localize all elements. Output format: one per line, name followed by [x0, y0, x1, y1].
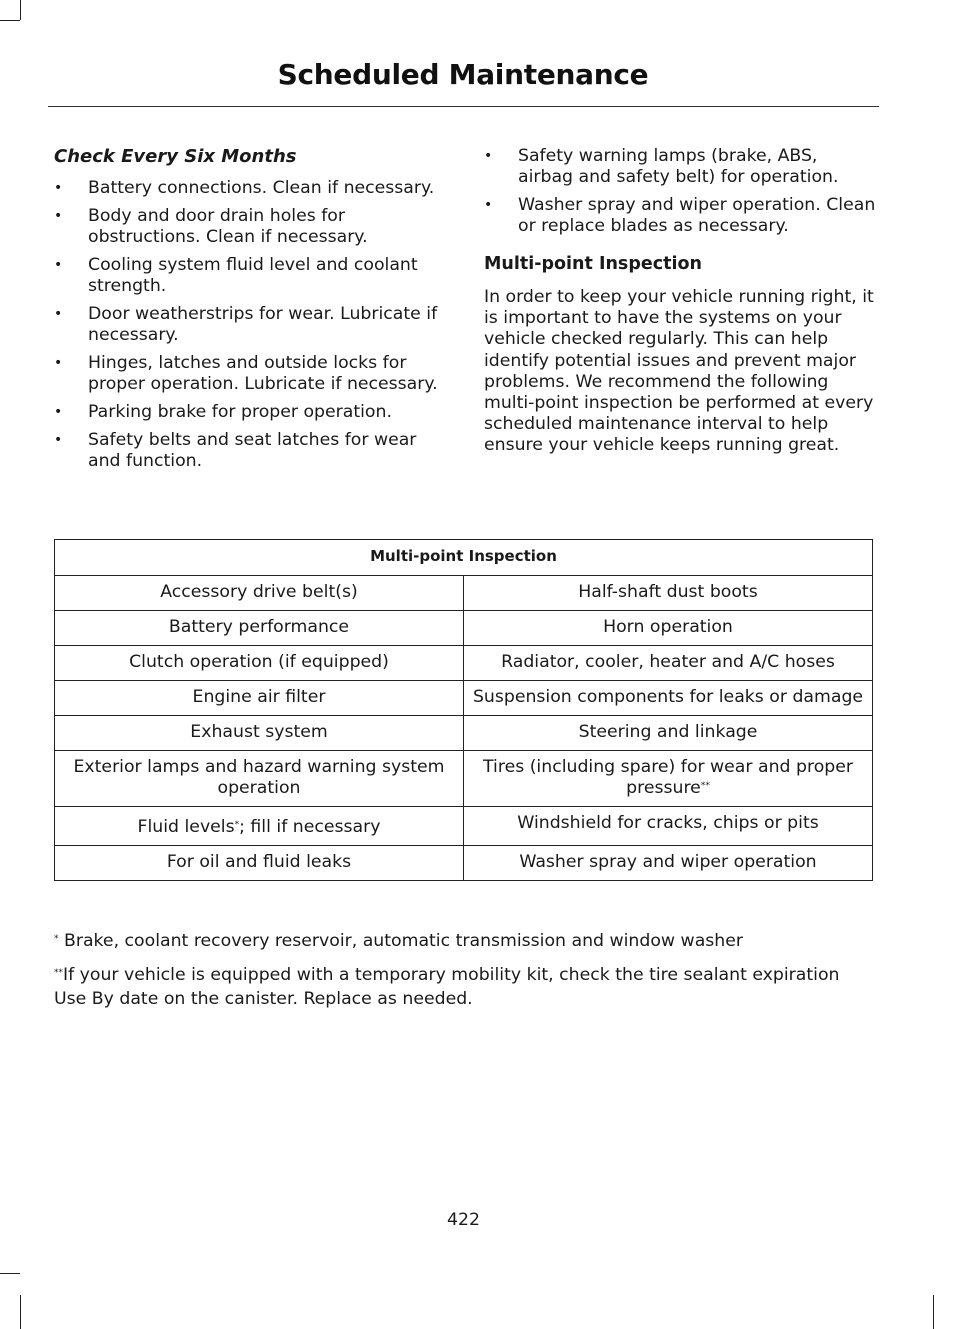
table-row [55, 846, 873, 881]
list-item: • Battery connections. Clean if necessary. [54, 178, 435, 198]
table-row [55, 576, 873, 611]
list-item: • Hinges, latches and outside locks for proper operation. Lubricate if necessary. [54, 353, 438, 394]
table-cell: Battery performance [55, 611, 464, 646]
list-item: • Cooling system fluid level and coolant strength. [54, 255, 418, 296]
footnote-marker: * [234, 820, 240, 830]
table-cell: Windshield for cracks, chips or pits [464, 807, 873, 846]
table-cell: Exterior lamps and hazard warning system operation [55, 751, 464, 807]
table-cell: Exhaust system [55, 716, 464, 751]
bullet: • [54, 432, 63, 448]
title-rule [48, 106, 879, 107]
table-row [55, 611, 873, 646]
footnote-marker: ** [700, 781, 710, 791]
crop-mark-bottom-left-v [20, 1295, 21, 1329]
table-row [55, 646, 873, 681]
table-cell: Accessory drive belt(s) [55, 576, 464, 611]
list-item: • Safety warning lamps (brake, ABS, airbag and safety belt) for operation. [484, 146, 839, 187]
bullet: • [54, 355, 63, 371]
list-item: • Parking brake for proper operation. [54, 402, 392, 422]
bullet: • [484, 148, 493, 164]
page-number: 422 [447, 1210, 480, 1230]
footnote-single: * Brake, coolant recovery reservoir, automatic transmission and window washer [54, 931, 743, 951]
footnote-double: **If your vehicle is equipped with a temporary mobility kit, check the tire sealant expiration Use By date on the canister. Replace as needed. [54, 965, 840, 1009]
bullet: • [54, 404, 63, 420]
table-cell: Radiator, cooler, heater and A/C hoses [464, 646, 873, 681]
right-column [484, 146, 876, 457]
left-column [54, 146, 449, 479]
table-cell: Fluid levels*; fill if necessary [55, 807, 464, 846]
crop-mark-top-left-v [20, 0, 21, 20]
table-cell: Clutch operation (if equipped) [55, 646, 464, 681]
list-item: • Body and door drain holes for obstructions. Clean if necessary. [54, 206, 368, 247]
crop-mark-top-left-h [0, 20, 20, 21]
table-cell: Engine air filter [55, 681, 464, 716]
crop-mark-bottom-right-v [933, 1295, 934, 1329]
table-cell: Washer spray and wiper operation [464, 846, 873, 881]
table-header-row [55, 540, 873, 576]
bullet: • [54, 306, 63, 322]
table-cell: Steering and linkage [464, 716, 873, 751]
inspection-table [54, 539, 873, 881]
bullet: • [484, 197, 493, 213]
table-cell: Half-shaft dust boots [464, 576, 873, 611]
bullet: • [54, 180, 63, 196]
table-row [55, 807, 873, 846]
list-item: • Safety belts and seat latches for wear and function. [54, 430, 417, 471]
table-row [55, 716, 873, 751]
multipoint-heading: Multi-point Inspection [484, 254, 702, 274]
table-cell: For oil and fluid leaks [55, 846, 464, 881]
table-cell: Horn operation [464, 611, 873, 646]
table-row [55, 681, 873, 716]
bullet: • [54, 257, 63, 273]
six-months-heading: Check Every Six Months [54, 146, 297, 167]
table-cell: Tires (including spare) for wear and proper pressure** [464, 751, 873, 807]
list-item: • Washer spray and wiper operation. Clean or replace blades as necessary. [484, 195, 876, 236]
page-title: Scheduled Maintenance [277, 58, 649, 91]
table-header: Multi-point Inspection [55, 540, 873, 576]
six-months-list [54, 178, 449, 472]
six-months-list-continued [484, 146, 876, 237]
table-cell: Suspension components for leaks or damage [464, 681, 873, 716]
table-row [55, 751, 873, 807]
crop-mark-bottom-left-h [0, 1273, 20, 1274]
list-item: • Door weatherstrips for wear. Lubricate if necessary. [54, 304, 438, 345]
bullet: • [54, 208, 63, 224]
multipoint-paragraph: In order to keep your vehicle running right, it is important to have the systems on your vehicle checked regularly. This can help identify potential issues and prevent major problems. We recommend the following multi-point inspection be performed at every scheduled maintenance interval to help ensure your vehicle keeps running great. [484, 287, 874, 456]
